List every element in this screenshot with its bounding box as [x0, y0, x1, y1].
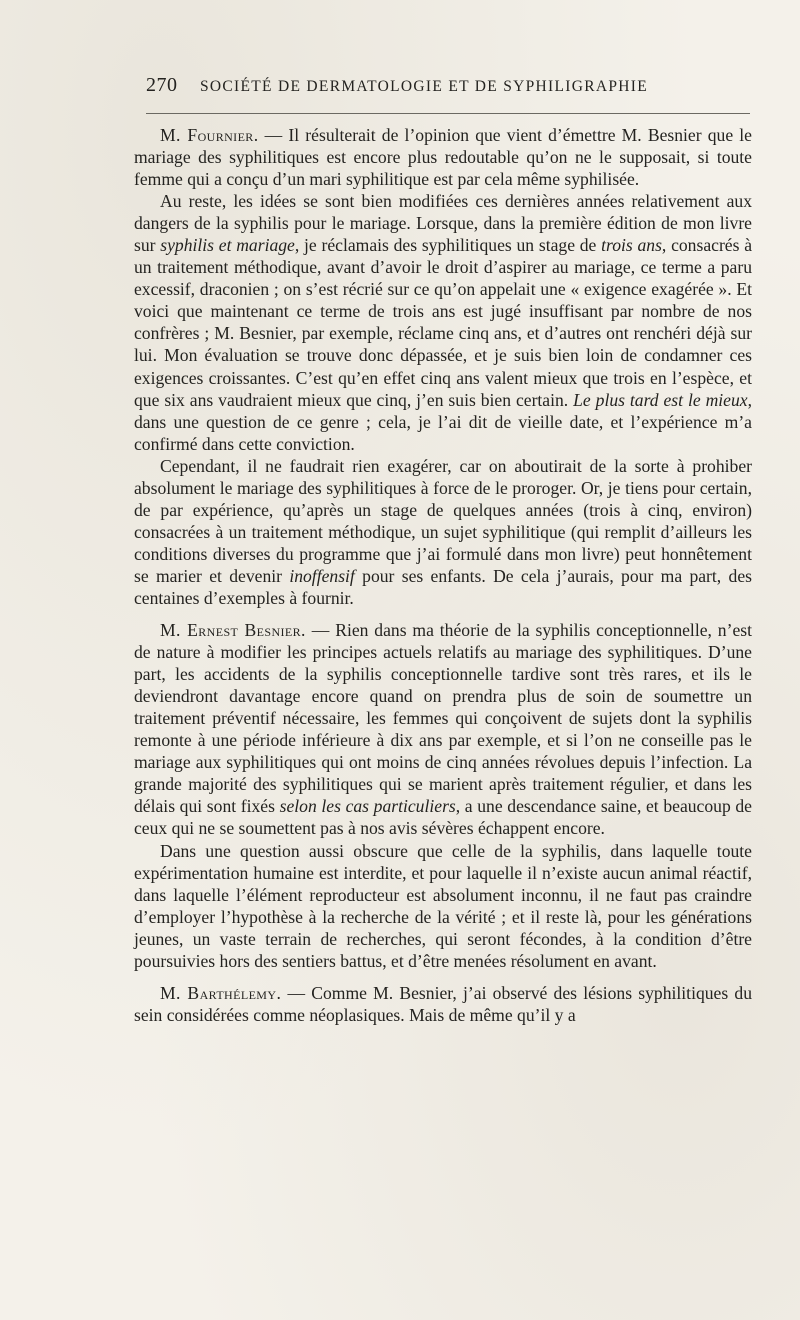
- paragraph-fournier-1: [134, 124, 752, 190]
- speaker-name: M. Barthélemy.: [160, 982, 282, 1003]
- paragraph-text: , je réclamais des syphilitiques un stage de: [294, 235, 602, 256]
- speaker-name: M. Fournier.: [160, 125, 259, 145]
- paragraph-fournier-2: [134, 190, 752, 455]
- body-text: [134, 124, 752, 1026]
- paragraph-besnier-2: Dans une question aussi obscure que celle de la syphilis, dans laquelle toute expérimentation humaine est interdite, et pour laquelle il n’existe aucun animal réactif, dans laquelle l’élément reproducteur est absolument inconnu, il ne faut pas craindre d’employer l’hypothèse à la recherche de la vérité ; et il reste là, pour les générations jeunes, un vaste terrain de recherches, qui seront fécondes, à la condition d’être poursuivies hors des sentiers battus, et d’être menées résolument en avant.: [134, 840, 752, 971]
- paragraph-barthelemy-1: [134, 982, 752, 1026]
- paragraph-fournier-3: [134, 455, 752, 609]
- paragraph-text: — Il résulterait de l’opinion que vient d’émettre M. Besnier que le mariage des syphilitiques est encore plus redoutable qu’on ne le supposait, si toute femme qui a conçu d’un mari syphilitique est par cela même syphilisée.: [134, 125, 752, 190]
- journal-title: SOCIÉTÉ DE DERMATOLOGIE ET DE SYPHILIGRAPHIE: [200, 78, 648, 95]
- paragraph-text: , dans une question de ce genre ; cela, je l’ai dit de vieille date, et l’expérience m’a confirmé dans cette conviction.: [134, 389, 752, 454]
- paragraph-text: , a une descendance saine, et beaucoup de ceux qui ne se soumettent pas à nos avis sévères échappent encore.: [134, 796, 752, 839]
- paragraph-text: pour ses enfants. De cela j’aurais, pour ma part, des centaines d’exemples à fournir.: [134, 565, 752, 608]
- page-number: 270: [146, 74, 178, 96]
- italic-phrase: trois ans: [601, 235, 662, 256]
- italic-phrase: selon les cas particuliers: [279, 796, 456, 817]
- paragraph-besnier-1: [134, 619, 752, 839]
- header-rule: [146, 113, 750, 114]
- italic-phrase: syphilis et mariage: [160, 235, 295, 256]
- running-head: [146, 72, 750, 100]
- paragraph-text: Cependant, il ne faudrait rien exagérer, car on aboutirait de la sorte à prohiber absolument le mariage des syphilitiques à force de le proroger. Or, je tiens pour certain, de par expérience, qu’après un stage de quelques années (trois à cinq, environ) consacrées à un traitement méthodique, un sujet syphilitique (qui remplit d’ailleurs les conditions diverses du programme que j’ai formulé dans mon livre) peut honnêtement se marier et devenir: [134, 455, 752, 586]
- paragraph-text: — Rien dans ma théorie de la syphilis conceptionnelle, n’est de nature à modifier les principes actuels relatifs au mariage des syphilitiques. D’une part, les accidents de la syphilis conceptionnelle tardive sont très rares, et ils le deviendront davantage encore quand on prendra plus de soin de soumettre un traitement préventif nécessaire, les femmes qui conçoivent de sujets dont la syphilis remonte à une période inférieure à dix ans par exemple, et si l’on ne conseille pas le mariage aux syphilitiques qui ont moins de cinq années révolues depuis l’infection. La grande majorité des syphilitiques qui se marient après traitement régulier, et dans les délais qui sont fixés: [134, 620, 752, 817]
- paragraph-text: Au reste, les idées se sont bien modifiées ces dernières années relativement aux dangers de la syphilis pour le mariage. Lorsque, dans la première édition de mon livre sur: [134, 191, 752, 256]
- paragraph-text: — Comme M. Besnier, j’ai observé des lésions syphilitiques du sein considérées comme néoplasiques. Mais de même qu’il y a: [134, 982, 752, 1025]
- italic-phrase: inoffensif: [289, 565, 355, 586]
- speaker-name: M. Ernest Besnier.: [160, 620, 306, 641]
- paragraph-text: , consacrés à un traitement méthodique, avant d’avoir le droit d’aspirer au mariage, ce terme a paru excessif, draconien ; on s’est récrié sur ce qu’on appelait une « exigence exagérée ». Et voici que maintenant ce terme de trois ans est jugé insuffisant par nombre de nos confrères ; M. Besnier, par exemple, réclame cinq ans, et d’autres ont renchéri déjà sur lui. Mon évaluation se trouve donc dépassée, et je suis bien loin de condamner ces exigences croissantes. C’est qu’en effet cinq ans valent mieux que trois en l’espèce, et que six ans vaudraient mieux que cinq, j’en suis bien certain.: [134, 235, 753, 410]
- italic-phrase: Le plus tard est le mieux: [573, 389, 748, 410]
